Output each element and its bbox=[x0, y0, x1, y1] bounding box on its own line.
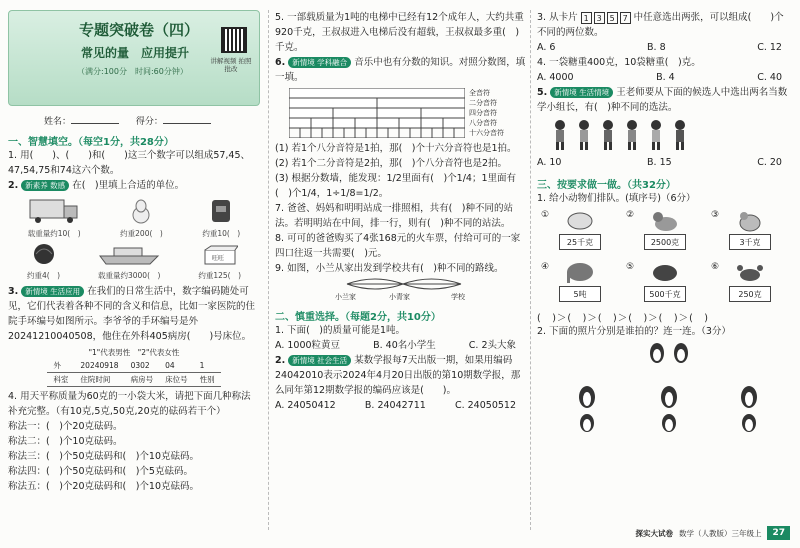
pear-picture bbox=[120, 198, 163, 239]
animal-weight: 2500克 bbox=[644, 234, 686, 250]
animal-number: ② bbox=[626, 210, 635, 220]
penguin-icon bbox=[742, 414, 756, 432]
child-icon bbox=[649, 119, 663, 151]
choice-2-options bbox=[275, 398, 526, 413]
number-cards bbox=[581, 12, 631, 24]
table-cell: 04 bbox=[159, 359, 194, 373]
animal-item bbox=[622, 262, 707, 306]
truck-picture bbox=[28, 198, 81, 239]
animal-item bbox=[537, 210, 622, 254]
choice-5-text: 王老师要从下面的候选人中选出两名当数学小组长，有( )种不同的选法。 bbox=[537, 87, 788, 113]
q4-line: 称法五：( )个20克砝码和( )个10克砝码。 bbox=[8, 481, 200, 492]
pear-label: 约重200( ) bbox=[120, 229, 163, 238]
option-c[interactable]: C. 20 bbox=[757, 157, 782, 168]
legend-item: 全音符 bbox=[469, 89, 490, 97]
number-card: 3 bbox=[594, 12, 605, 24]
watermelon-icon bbox=[32, 242, 56, 266]
child-icon bbox=[673, 119, 687, 151]
legend-item: 八分音符 bbox=[469, 119, 497, 127]
question-8: 8. 可可的爸爸购买了4张168元的火车票，付给可可的一家四口往返一共需要( )元。 bbox=[275, 233, 521, 259]
middle-column bbox=[268, 10, 526, 530]
legend-item: 二分音符 bbox=[469, 99, 497, 107]
route-label: 学校 bbox=[451, 293, 465, 301]
score-label: 得分： bbox=[135, 117, 163, 127]
truck-label: 载重量约10( ) bbox=[27, 229, 81, 238]
tag-badge: 新素养 数感 bbox=[21, 180, 69, 191]
milk-box-icon bbox=[202, 244, 238, 266]
name-field[interactable] bbox=[71, 123, 119, 124]
title-banner bbox=[8, 10, 260, 106]
q6-line: (1) 若1个八分音符是1拍，那( )个十六分音符也是1拍。 bbox=[275, 143, 517, 154]
choice-1-options bbox=[275, 338, 526, 353]
table-row bbox=[47, 373, 220, 387]
q4-line: 称法三：( )个50克砝码和( )个10克砝码。 bbox=[8, 451, 200, 462]
table-cell: 0302 bbox=[125, 359, 160, 373]
problem-1: 1. 给小动物们排队。(填序号)（6分） bbox=[537, 193, 696, 204]
table-cell: 病房号 bbox=[125, 373, 160, 387]
option-a[interactable]: A. 6 bbox=[537, 42, 556, 53]
q4-line: 称法四：( )个50克砝码和( )个5克砝码。 bbox=[8, 466, 193, 477]
q4-line: 称法二：( )个10克砝码。 bbox=[8, 436, 123, 447]
ship-icon bbox=[98, 244, 160, 266]
duck-icon bbox=[650, 210, 680, 232]
ship-picture bbox=[98, 244, 160, 281]
truck-icon bbox=[28, 198, 80, 224]
penguin-icon bbox=[661, 386, 677, 408]
watermelon-label: 约重4( ) bbox=[26, 271, 61, 280]
animal-number: ③ bbox=[711, 210, 720, 220]
penguin-icon bbox=[650, 343, 664, 363]
fraction-wall-grid bbox=[289, 88, 465, 138]
bag-picture bbox=[202, 196, 240, 239]
book-name: 数学（人教版）三年级上 bbox=[678, 528, 762, 538]
choice-3 bbox=[537, 10, 792, 40]
penguin-icon bbox=[741, 386, 757, 408]
choice-2-text: 某数学报每7天出版一期，如果用编码24042010表示2024年4月20日出版的第10期数学报，那么同年第12期数学报的编码应该是( )。 bbox=[275, 355, 521, 396]
section-3-heading: 三、按要求做一做。（共32分） bbox=[537, 180, 676, 191]
option-a[interactable]: A. 1000粒黄豆 bbox=[275, 340, 341, 351]
qr-caption: 讲解视频 拍照批改 bbox=[210, 57, 252, 73]
child-icon bbox=[625, 119, 639, 151]
tag-badge: 新情境 学科融合 bbox=[288, 57, 351, 68]
brand-name: 探实大试卷 bbox=[635, 528, 673, 538]
option-b[interactable]: B. 24042711 bbox=[364, 400, 426, 411]
number-card: 7 bbox=[620, 12, 631, 24]
animal-number: ④ bbox=[541, 262, 550, 272]
page-subtitle: 常见的量 应用提升 bbox=[81, 46, 190, 60]
question-4: 4. 用天平称质量为60克的一小袋大米，请把下面几种称法补充完整。（有10克,5克,50克,20克的砝码若干个） bbox=[8, 391, 251, 417]
sheep-icon bbox=[565, 210, 595, 232]
tag-badge: 新情境 生活应用 bbox=[21, 286, 84, 297]
table-cell: 性别 bbox=[194, 373, 221, 387]
unit-pictures-row-2 bbox=[8, 242, 260, 281]
option-a[interactable]: A. 4000 bbox=[537, 72, 574, 83]
question-3-text: 在我们的日常生活中，数字编码随处可见，它们代表着各种不同的含义和信息，比如一家医院的住院手环编号如图所示。李爷爷的手环编号是外20241210040508，他住在外科405病房( )号床位。 bbox=[8, 286, 256, 342]
section-1-heading: 一、智慧填空。（每空1分，共28分） bbox=[8, 137, 174, 148]
animal-weight: 5吨 bbox=[559, 286, 601, 302]
route-label: 小兰家 bbox=[335, 293, 356, 301]
table-caption: "1"代表男性 "2"代表女性 bbox=[88, 348, 180, 357]
rice-bag-icon bbox=[209, 196, 233, 224]
box-picture bbox=[198, 244, 241, 281]
option-b[interactable]: B. 8 bbox=[647, 42, 666, 53]
animal-number: ⑥ bbox=[711, 262, 720, 272]
watermelon-picture bbox=[27, 242, 60, 281]
note-legend bbox=[469, 88, 504, 138]
route-diagram bbox=[335, 276, 526, 302]
ship-label: 载重量约3000( ) bbox=[97, 271, 161, 280]
animal-weight: 3千克 bbox=[729, 234, 771, 250]
section-2-heading: 二、慎重选择。（每题2分，共10分） bbox=[275, 312, 441, 323]
number-card: 1 bbox=[581, 12, 592, 24]
option-c[interactable]: C. 12 bbox=[757, 42, 782, 53]
choice-4-options bbox=[537, 70, 792, 85]
score-field[interactable] bbox=[163, 123, 211, 124]
animal-item bbox=[707, 210, 792, 254]
question-7: 7. 爸爸、妈妈和明明站成一排照相，共有( )种不同的站法。若明明站在中间，排一行，则有( )种不同的站法。 bbox=[275, 203, 513, 229]
name-label: 姓名： bbox=[44, 117, 72, 127]
cow-icon bbox=[650, 262, 680, 284]
page-footer bbox=[635, 526, 790, 540]
table-cell: 床位号 bbox=[159, 373, 194, 387]
route-label: 小青家 bbox=[389, 293, 410, 301]
animal-item bbox=[622, 210, 707, 254]
legend-item: 十六分音符 bbox=[469, 129, 504, 137]
option-b[interactable]: B. 15 bbox=[647, 157, 672, 168]
option-b[interactable]: B. 40名小学生 bbox=[373, 340, 436, 351]
bag-label: 约重10( ) bbox=[202, 229, 241, 238]
box-text: 旺旺 bbox=[211, 255, 224, 262]
question-5: 5. 一部载质量为1吨的电梯中已经有12个成年人，大约共重920千克，王叔叔进入电梯后没有超载，王叔叔最多重( )千克。 bbox=[275, 12, 524, 53]
child-icon bbox=[577, 119, 591, 151]
penguin-icon bbox=[579, 386, 595, 408]
question-3: 3. 新情境 生活应用 在我们的日常生活中，数字编码随处可见，它们代表着各种不同的含义和信息，比如一家医院的住院手环编号如图所示。李爷爷的手环编号是外20241210040508，他住在外科405病房( )号床位。 bbox=[8, 286, 256, 342]
option-c[interactable]: C. 2头大象 bbox=[468, 340, 516, 351]
table-cell: 20240918 bbox=[74, 359, 124, 373]
right-column bbox=[530, 10, 792, 530]
box-label: 约重125( ) bbox=[198, 271, 242, 280]
legend-item: 四分音符 bbox=[469, 109, 497, 117]
animal-weight: 250克 bbox=[729, 286, 771, 302]
option-c[interactable]: C. 40 bbox=[757, 72, 782, 83]
penguin-icon bbox=[662, 414, 676, 432]
penguin-icon bbox=[674, 343, 688, 363]
route-lines bbox=[345, 276, 465, 292]
animal-number: ⑤ bbox=[626, 262, 635, 272]
table-cell: 外 bbox=[47, 359, 74, 373]
tag-badge: 新情境 生活情境 bbox=[550, 87, 613, 98]
option-a[interactable]: A. 24050412 bbox=[275, 400, 336, 411]
number-card: 5 bbox=[607, 12, 618, 24]
wristband-table bbox=[47, 346, 220, 387]
comparison-chain[interactable]: ( )＞( )＞( )＞( )＞( )＞( ) bbox=[537, 313, 709, 324]
animal-weight: 500千克 bbox=[644, 286, 686, 302]
animal-item bbox=[537, 262, 622, 306]
option-b[interactable]: B. 4 bbox=[656, 72, 675, 83]
qr-code-icon[interactable] bbox=[221, 27, 247, 53]
problem-2: 2. 下面的照片分别是谁拍的？连一连。（3分） bbox=[537, 326, 731, 337]
question-1: 1. 用( )、( )和( )这三个数字可以组成57,45、47,54,75和74这六个数。 bbox=[8, 150, 251, 176]
question-6-text: 音乐中也有分数的知识。对照分数图，填一填。 bbox=[275, 57, 526, 83]
choice-5: 5. 新情境 生活情境 王老师要从下面的候选人中选出两名当数学小组长，有( )种不同的选法。 bbox=[537, 87, 788, 113]
child-icon bbox=[553, 119, 567, 151]
animal-number: ① bbox=[541, 210, 550, 220]
penguin-icon bbox=[580, 414, 594, 432]
table-row bbox=[47, 359, 220, 373]
child-icon bbox=[601, 119, 615, 151]
table-cell: 科室 bbox=[47, 373, 74, 387]
q6-line: (3) 根据分数墙，能发现：1/2里面有( )个1/4；1里面有( )个1/4，1÷1/8=1/2。 bbox=[275, 173, 517, 199]
choice-3-options bbox=[537, 40, 792, 55]
question-2: 2. 新素养 数感 在( )里填上合适的单位。 bbox=[8, 180, 185, 191]
option-c[interactable]: C. 24050512 bbox=[454, 400, 516, 411]
pear-icon bbox=[131, 198, 151, 224]
crab-icon bbox=[735, 262, 765, 284]
choice-2: 2. 新情境 社会生活 某数学报每7天出版一期，如果用编码24042010表示2024年4月20日出版的第10期数学报，那么同年第12期数学报的编码应该是( )。 bbox=[275, 355, 521, 396]
option-a[interactable]: A. 10 bbox=[537, 157, 562, 168]
unit-pictures-row-1 bbox=[8, 196, 260, 239]
fraction-wall bbox=[289, 88, 526, 138]
candidate-pictures bbox=[553, 119, 792, 151]
choice-3-prefix: 3. 从卡片 bbox=[537, 12, 578, 23]
q6-line: (2) 若1个二分音符是2拍，那( )个八分音符也是2拍。 bbox=[275, 158, 508, 169]
animal-item bbox=[707, 262, 792, 306]
animal-weight: 25千克 bbox=[559, 234, 601, 250]
name-score-row bbox=[8, 114, 260, 127]
question-9: 9. 如图，小兰从家出发到学校共有( )种不同的路线。 bbox=[275, 263, 504, 274]
page-number: 27 bbox=[767, 526, 790, 540]
choice-5-options bbox=[537, 155, 792, 170]
tag-badge: 新情境 社会生活 bbox=[288, 355, 351, 366]
left-column bbox=[8, 10, 260, 494]
choice-3-suffix: 中任意选出两张，可以组成( )个不同的两位数。 bbox=[537, 12, 784, 38]
question-2-text: 在( )里填上合适的单位。 bbox=[72, 180, 185, 191]
hen-icon bbox=[735, 210, 765, 232]
table-cell: 住院时间 bbox=[74, 373, 124, 387]
photo-matching-figure bbox=[577, 339, 777, 433]
page-title: 专题突破卷（四） bbox=[79, 21, 200, 39]
q4-line: 称法一：( )个20克砝码。 bbox=[8, 421, 123, 432]
question-6: 6. 新情境 学科融合 音乐中也有分数的知识。对照分数图，填一填。 bbox=[275, 57, 526, 83]
choice-1: 1. 下面( )的质量可能是1吨。 bbox=[275, 325, 406, 336]
animal-grid bbox=[537, 210, 792, 306]
elephant-icon bbox=[565, 262, 595, 284]
exam-meta: （满分:100分 时间:60分钟） bbox=[77, 67, 188, 76]
table-cell: 1 bbox=[194, 359, 221, 373]
choice-4: 4. 一袋糖重400克，10袋糖重( )克。 bbox=[537, 57, 701, 68]
